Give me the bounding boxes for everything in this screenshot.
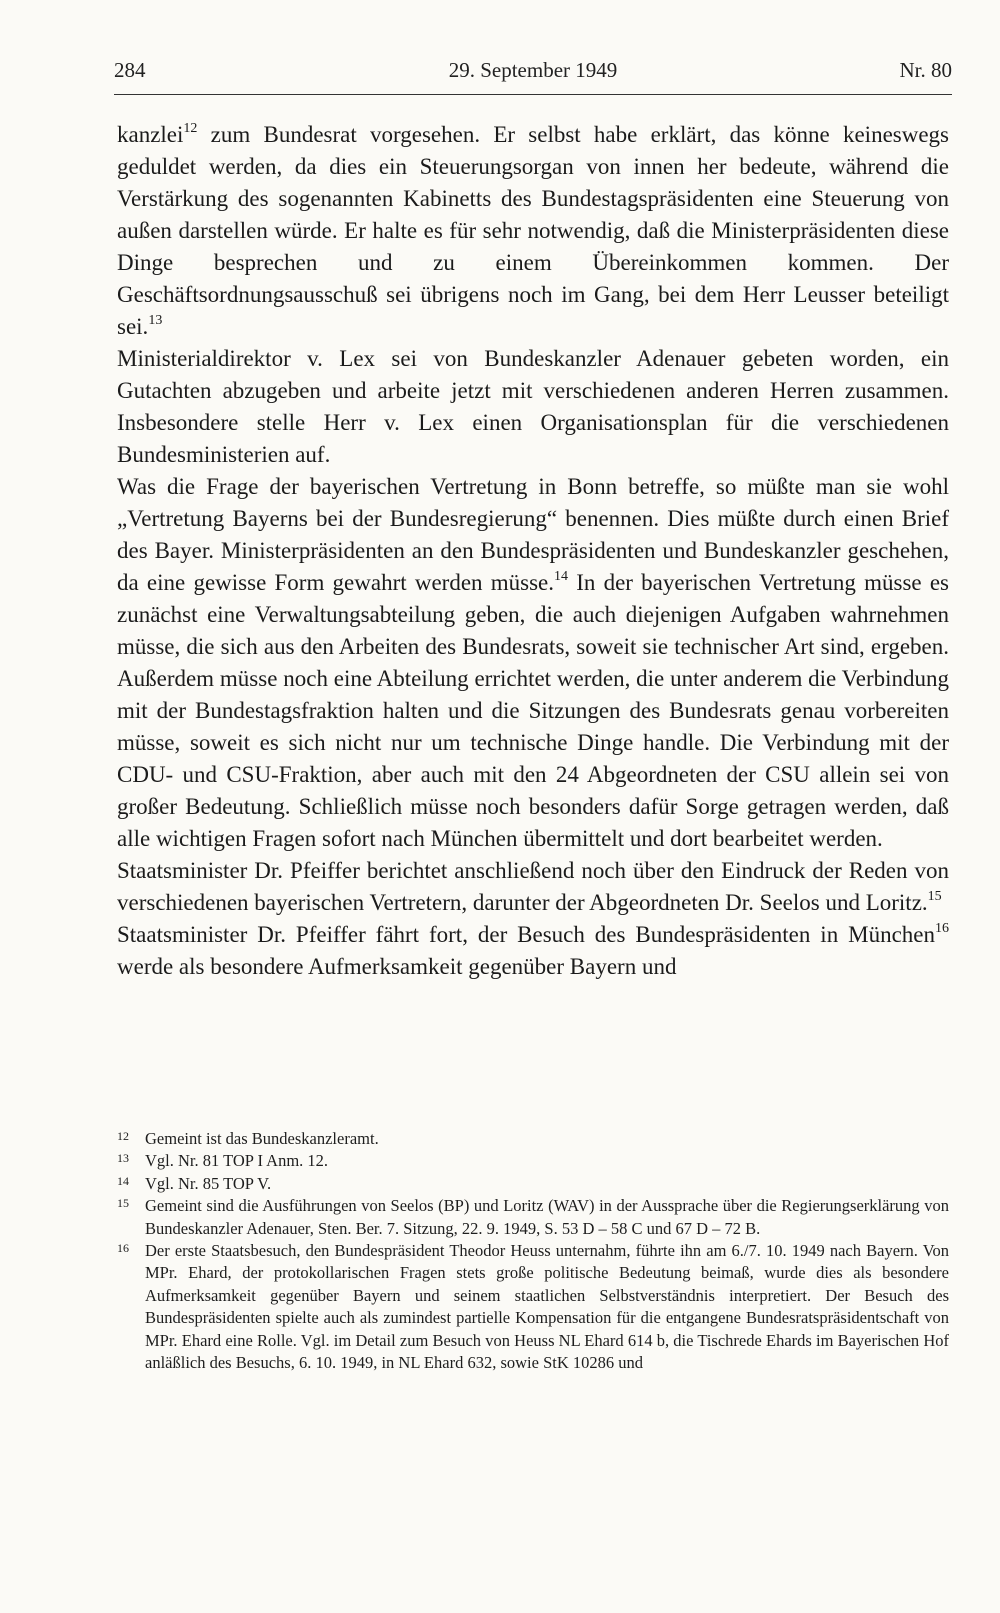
footnote-text: Gemeint sind die Ausführungen von Seelos (BP) und Loritz (WAV) in der Aussprache über die Regierungserklärung von Bundeskanzler Adenauer, Sten. Ber. 7. Sitzung, 22. 9. 1949, S. 53 D – 58 C und 67 D – 72 B. <box>145 1196 949 1238</box>
footnote-reference: 12 <box>183 121 198 137</box>
paragraph-text: Ministerialdirektor v. Lex sei von Bundeskanzler Adenauer gebeten worden, ein Gutachten abzugeben und arbeite jetzt mit verschiedenen anderen Herren zusammen. Insbesondere stelle Herr v. Lex einen Organisationsplan für die verschiedenen Bundesministerien auf. <box>117 346 949 467</box>
paragraph-text: kanzlei <box>117 122 184 147</box>
footnote-number: 13 <box>117 1151 129 1166</box>
footnote <box>117 1128 949 1150</box>
footnote-reference: 14 <box>554 569 568 585</box>
paragraph <box>117 919 949 983</box>
footnote-reference: 15 <box>927 889 942 905</box>
footnotes <box>117 1128 949 1374</box>
header-rule <box>114 94 952 95</box>
paragraph-text: Staatsminister Dr. Pfeiffer berichtet anschließend noch über den Eindruck der Reden von verschiedenen bayerischen Vertretern, darunter der Abgeordneten Dr. Seelos und Loritz. <box>117 858 949 915</box>
paragraph-text: Staatsminister Dr. Pfeiffer fährt fort, der Besuch des Bundespräsidenten in München <box>117 922 935 947</box>
paragraph <box>117 855 949 919</box>
footnote-reference: 16 <box>935 921 949 937</box>
header-date: 29. September 1949 <box>448 58 618 82</box>
footnote-number: 14 <box>117 1173 129 1188</box>
footnote-number: 12 <box>117 1129 129 1143</box>
paragraph <box>117 471 949 855</box>
paragraph <box>117 343 949 471</box>
footnote-text: Vgl. Nr. 85 TOP V. <box>145 1173 272 1193</box>
paragraph-text: zum Bundesrat vorgesehen. Er selbst habe erklärt, das könne keineswegs geduldet werden, da dies ein Steuerungsorgan von innen her bedeute, während die Verstärkung des sogenannten Kabinetts des Bundestagspräsidenten eine Steuerung von außen darstellen würde. Er halte es für sehr notwendig, daß die Ministerpräsidenten diese Dinge besprechen und zu einem Übereinkommen kommen. Der Geschäftsordnungsausschuß sei übrigens noch im Gang, bei dem Herr Leusser beteiligt sei. <box>117 122 949 339</box>
footnote <box>117 1240 949 1374</box>
footnote-number: 15 <box>117 1196 129 1211</box>
footnote-number: 16 <box>117 1241 129 1256</box>
page-number: 284 <box>114 58 146 82</box>
running-header <box>114 58 952 90</box>
main-text <box>117 119 949 983</box>
footnote <box>117 1150 949 1172</box>
paragraph <box>117 119 949 343</box>
document-number: Nr. 80 <box>899 58 952 82</box>
paragraph-text: Was die Frage der bayerischen Vertretung in Bonn betreffe, so müßte man sie wohl „Vertretung Bayerns bei der Bundesregierung“ benennen. Dies müßte durch einen Brief des Bayer. Ministerpräsidenten an den Bundespräsidenten und Bundeskanzler geschehen, da eine gewisse Form gewahrt werden müsse. <box>117 474 949 595</box>
footnote-reference: 13 <box>148 313 163 329</box>
footnote-text: Gemeint ist das Bundeskanzleramt. <box>145 1129 379 1148</box>
footnote <box>117 1195 949 1240</box>
footnote <box>117 1173 949 1195</box>
paragraph-text: werde als besondere Aufmerksamkeit gegenüber Bayern und <box>117 954 677 979</box>
footnote-text: Vgl. Nr. 81 TOP I Anm. 12. <box>145 1151 329 1171</box>
paragraph-text: In der bayerischen Vertretung müsse es zunächst eine Verwaltungsabteilung geben, die auch diejenigen Aufgaben wahrnehmen müsse, die sich aus den Arbeiten des Bundesrats, soweit sie technischer Art sind, ergeben. Außerdem müsse noch eine Abteilung errichtet werden, die unter anderem die Verbindung mit der Bundestagsfraktion halten und die Sitzungen des Bundesrats genau vorbereiten müsse, soweit es sich nicht nur um technische Dinge handle. Die Verbindung mit der CDU- und CSU-Fraktion, aber auch mit den 24 Abgeordneten der CSU allein sei von großer Bedeutung. Schließlich müsse noch besonders dafür Sorge getragen werden, daß alle wichtigen Fragen sofort nach München übermittelt und dort bearbeitet werden. <box>117 570 949 851</box>
footnote-text: Der erste Staatsbesuch, den Bundespräsident Theodor Heuss unternahm, führte ihn am 6./7. 10. 1949 nach Bayern. Von MPr. Ehard, der protokollarischen Fragen stets große politische Bedeutung beimaß, wurde dies als besondere Aufmerksamkeit gegenüber Bayern und seinem staatlichen Selbstverständnis interpretiert. Der Besuch des Bundespräsidenten spielte auch als zumindest partielle Kompensation für die entgangene Bundesratspräsidentschaft von MPr. Ehard eine Rolle. Vgl. im Detail zum Besuch von Heuss NL Ehard 614 b, die Tischrede Ehards im Bayerischen Hof anläßlich des Besuchs, 6. 10. 1949, in NL Ehard 632, sowie StK 10286 und <box>145 1241 949 1373</box>
